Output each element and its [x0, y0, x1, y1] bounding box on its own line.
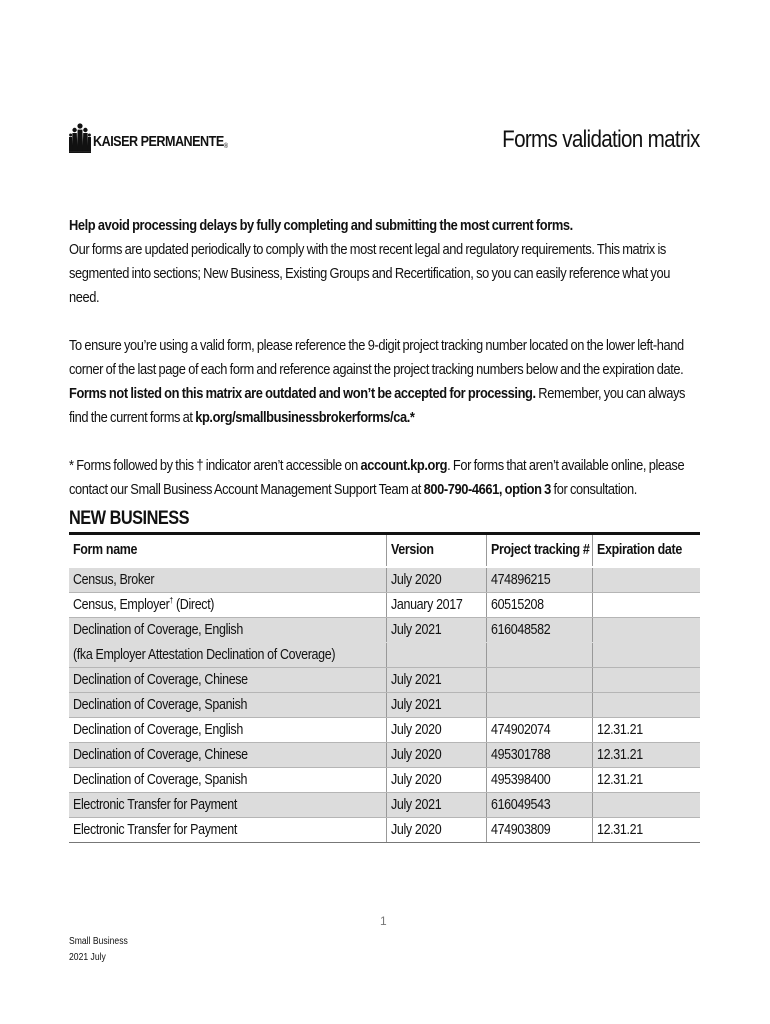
expiration-cell: 12.31.21 [592, 718, 700, 743]
section-title-new-business: NEW BUSINESS [69, 508, 190, 529]
table-row [69, 768, 700, 793]
intro-p3-text-3: for consultation. [550, 482, 637, 498]
page-number: 1 [380, 914, 387, 928]
version-cell: July 2021 [386, 668, 486, 693]
expiration-cell [592, 567, 700, 593]
version-cell: July 2020 [386, 567, 486, 593]
expiration-cell: 12.31.21 [592, 743, 700, 768]
expiration-cell [592, 618, 700, 643]
tracking-cell: 495301788 [486, 743, 592, 768]
version-cell: January 2017 [386, 593, 486, 618]
form-name-cell: Declination of Coverage, English [69, 718, 386, 743]
form-name-subtitle-cell: (fka Employer Attestation Declination of Coverage) [69, 643, 386, 668]
version-cell: July 2020 [386, 718, 486, 743]
footer-line-2: 2021 July [69, 952, 106, 963]
tracking-cell: 616048582 [486, 618, 592, 643]
expiration-cell: 12.31.21 [592, 818, 700, 843]
expiration-cell [592, 668, 700, 693]
tracking-cell: 474903809 [486, 818, 592, 843]
empty-cell [386, 643, 486, 668]
intro-p2-warning: Forms not listed on this matrix are outdated and won’t be accepted for processing. [69, 386, 536, 402]
intro-p3-text: * Forms followed by this † indicator aren’t accessible on [69, 458, 361, 474]
tracking-cell: 474896215 [486, 567, 592, 593]
new-business-table [69, 532, 700, 843]
account-url-link[interactable]: account.kp.org [360, 458, 448, 474]
table-row [69, 593, 700, 618]
page-title: Forms validation matrix [502, 126, 700, 153]
table-row [69, 693, 700, 718]
forms-url-link[interactable]: kp.org/smallbusinessbrokerforms/ca.* [195, 410, 415, 426]
table-header-row [69, 534, 700, 568]
tracking-cell: 495398400 [486, 768, 592, 793]
version-cell: July 2021 [386, 693, 486, 718]
intro-p2-text-2: Remember, you can always find the current forms at [69, 386, 686, 426]
kaiser-permanente-logo [69, 122, 253, 154]
form-name-cell: Declination of Coverage, Chinese [69, 743, 386, 768]
tracking-cell: 616049543 [486, 793, 592, 818]
form-name-cell: Electronic Transfer for Payment [69, 793, 386, 818]
page-footer [69, 934, 128, 966]
form-name-cell: Declination of Coverage, English [69, 618, 386, 643]
intro-lead: Help avoid processing delays by fully completing and submitting the most current forms. [69, 218, 573, 234]
table-row [69, 668, 700, 693]
tracking-cell [486, 693, 592, 718]
form-name-cell: Declination of Coverage, Chinese [69, 668, 386, 693]
expiration-cell: 12.31.21 [592, 768, 700, 793]
tracking-cell: 60515208 [486, 593, 592, 618]
logo-wordmark: KAISER PERMANENTE® [93, 133, 228, 150]
footer-line-1: Small Business [69, 936, 128, 947]
intro-p2-text: To ensure you’re using a valid form, please reference the 9-digit project tracking number located on the lower left-hand corner of the last page of each form and reference against the project tracking numbers below and the expiration date. [69, 338, 684, 378]
table-row [69, 718, 700, 743]
intro-p3-text-2: . For forms that aren’t available online, please contact our Small Business Account Management Support Team at [69, 458, 685, 498]
expiration-cell [592, 593, 700, 618]
column-header: Form name [69, 534, 386, 568]
version-cell: July 2020 [386, 768, 486, 793]
column-header: Expiration date [592, 534, 700, 568]
tracking-cell: 474902074 [486, 718, 592, 743]
form-name-cell: Declination of Coverage, Spanish [69, 768, 386, 793]
form-name-cell: Census, Broker [69, 567, 386, 593]
expiration-cell [592, 693, 700, 718]
version-cell: July 2021 [386, 793, 486, 818]
table-row [69, 618, 700, 643]
table-row [69, 818, 700, 843]
version-cell: July 2021 [386, 618, 486, 643]
intro-paragraph-1 [69, 214, 701, 310]
version-cell: July 2020 [386, 743, 486, 768]
support-phone: 800-790-4661, option 3 [423, 482, 551, 498]
column-header: Project tracking # [486, 534, 592, 568]
table-row [69, 793, 700, 818]
form-name-cell: Electronic Transfer for Payment [69, 818, 386, 843]
kp-people-icon [69, 122, 91, 154]
form-name-cell: Census, Employer† (Direct) [69, 593, 386, 618]
intro-paragraph-3 [69, 454, 701, 502]
table-row [69, 567, 700, 593]
empty-cell [486, 643, 592, 668]
expiration-cell [592, 793, 700, 818]
dagger-indicator: † [169, 596, 173, 605]
column-header: Version [386, 534, 486, 568]
intro-paragraph-2 [69, 334, 701, 430]
empty-cell [592, 643, 700, 668]
intro-text [69, 214, 701, 502]
table-row-continuation [69, 643, 700, 668]
intro-body: Our forms are updated periodically to comply with the most recent legal and regulatory requirements. This matrix is segmented into sections; New Business, Existing Groups and Recertification, so you can easily reference what you need. [69, 242, 670, 306]
tracking-cell [486, 668, 592, 693]
form-name-cell: Declination of Coverage, Spanish [69, 693, 386, 718]
version-cell: July 2020 [386, 818, 486, 843]
table-row [69, 743, 700, 768]
